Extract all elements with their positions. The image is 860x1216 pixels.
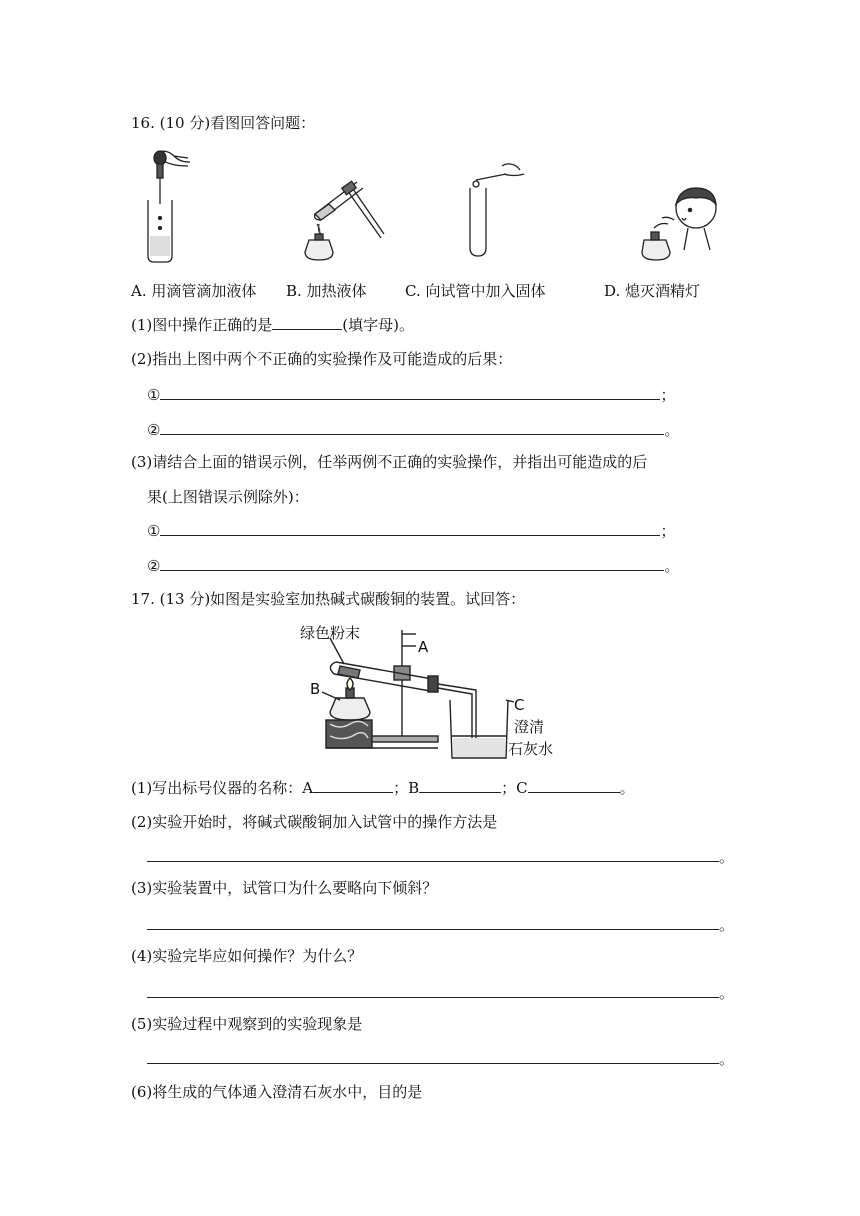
q17-part1-text: (1)写出标号仪器的名称：A bbox=[131, 779, 314, 797]
q16-part2-blank-2[interactable] bbox=[160, 419, 664, 435]
q16-answer-blank-1[interactable] bbox=[272, 314, 342, 330]
q17-part3-answer bbox=[147, 914, 734, 935]
q17-part1 bbox=[131, 777, 635, 798]
caption-d: D. 熄灭酒精灯 bbox=[604, 282, 701, 300]
figure-c-adding-solid bbox=[462, 158, 532, 258]
q17-part6: (6)将生成的气体通入澄清石灰水中，目的是 bbox=[131, 1083, 423, 1101]
q16-part3-blank-1[interactable] bbox=[160, 520, 660, 536]
figure-d-blowing-lamp bbox=[638, 182, 724, 264]
period: 。 bbox=[719, 1050, 735, 1068]
period: 。 bbox=[719, 984, 735, 1002]
q17-part5: (5)实验过程中观察到的实验现象是 bbox=[131, 1015, 363, 1033]
figure-a-dropper bbox=[138, 148, 198, 264]
label-green-powder: 绿色粉末 bbox=[300, 624, 361, 642]
marker-1: ① bbox=[147, 522, 161, 540]
marker-2: ② bbox=[147, 421, 161, 439]
period: 。 bbox=[619, 779, 635, 797]
q17-part2-answer bbox=[147, 846, 734, 867]
q17-part4-blank[interactable] bbox=[147, 982, 719, 998]
q17-part2: (2)实验开始时，将碱式碳酸铜加入试管中的操作方法是 bbox=[131, 813, 498, 831]
q16-part2-blank-1[interactable] bbox=[160, 384, 660, 400]
label-limewater-2: 石灰水 bbox=[508, 740, 554, 758]
q16-part3-blank-2[interactable] bbox=[160, 555, 664, 571]
figure-b-heating bbox=[295, 178, 385, 264]
q17-part3-blank[interactable] bbox=[147, 914, 719, 930]
q17-part3: (3)实验装置中，试管口为什么要略向下倾斜？ bbox=[131, 879, 438, 897]
figure-apparatus bbox=[300, 620, 570, 766]
period: 。 bbox=[719, 848, 735, 866]
marker-2: ② bbox=[147, 557, 161, 575]
q17-part1-b: ；B bbox=[393, 779, 420, 797]
period: 。 bbox=[719, 916, 735, 934]
q16-part3-item2 bbox=[147, 555, 679, 576]
q16-part3-line1: (3)请结合上面的错误示例，任举两例不正确的实验操作，并指出可能造成的后 bbox=[131, 453, 648, 471]
q16-part1 bbox=[131, 314, 414, 335]
q16-part2-item2 bbox=[147, 419, 679, 440]
q17-blank-a[interactable] bbox=[313, 777, 393, 793]
label-limewater-1: 澄清 bbox=[514, 718, 545, 736]
q16-part3-item1 bbox=[147, 520, 675, 541]
q16-part2: (2)指出上图中两个不正确的实验操作及可能造成的后果： bbox=[131, 350, 513, 368]
q16-heading: 16. (10 分)看图回答问题： bbox=[131, 114, 316, 132]
q17-blank-c[interactable] bbox=[528, 777, 620, 793]
marker-1: ① bbox=[147, 386, 161, 404]
q17-part1-c: ；C bbox=[501, 779, 528, 797]
caption-a: A. 用滴管滴加液体 bbox=[131, 282, 257, 300]
label-a: A bbox=[418, 638, 429, 656]
q17-part2-blank[interactable] bbox=[147, 846, 719, 862]
q16-part2-item1 bbox=[147, 384, 675, 405]
q17-heading: 17. (13 分)如图是实验室加热碱式碳酸铜的装置。试回答： bbox=[131, 590, 526, 608]
q17-part4-answer bbox=[147, 982, 734, 1003]
q17-part4: (4)实验完毕应如何操作？为什么？ bbox=[131, 947, 363, 965]
caption-b: B. 加热液体 bbox=[286, 282, 367, 300]
q16-part3-line2: 果(上图错误示例除外)： bbox=[147, 488, 309, 506]
q16-part1-text: (1)图中操作正确的是 bbox=[131, 316, 273, 334]
q16-part1-suffix: (填字母)。 bbox=[342, 316, 414, 334]
semicolon: ； bbox=[660, 522, 676, 540]
q17-part5-answer bbox=[147, 1048, 734, 1069]
label-b: B bbox=[310, 680, 321, 698]
label-c: C bbox=[514, 696, 525, 714]
period: 。 bbox=[664, 557, 680, 575]
q17-blank-b[interactable] bbox=[419, 777, 501, 793]
semicolon: ； bbox=[660, 386, 676, 404]
caption-c: C. 向试管中加入固体 bbox=[405, 282, 546, 300]
period: 。 bbox=[664, 421, 680, 439]
q17-part5-blank[interactable] bbox=[147, 1048, 719, 1064]
